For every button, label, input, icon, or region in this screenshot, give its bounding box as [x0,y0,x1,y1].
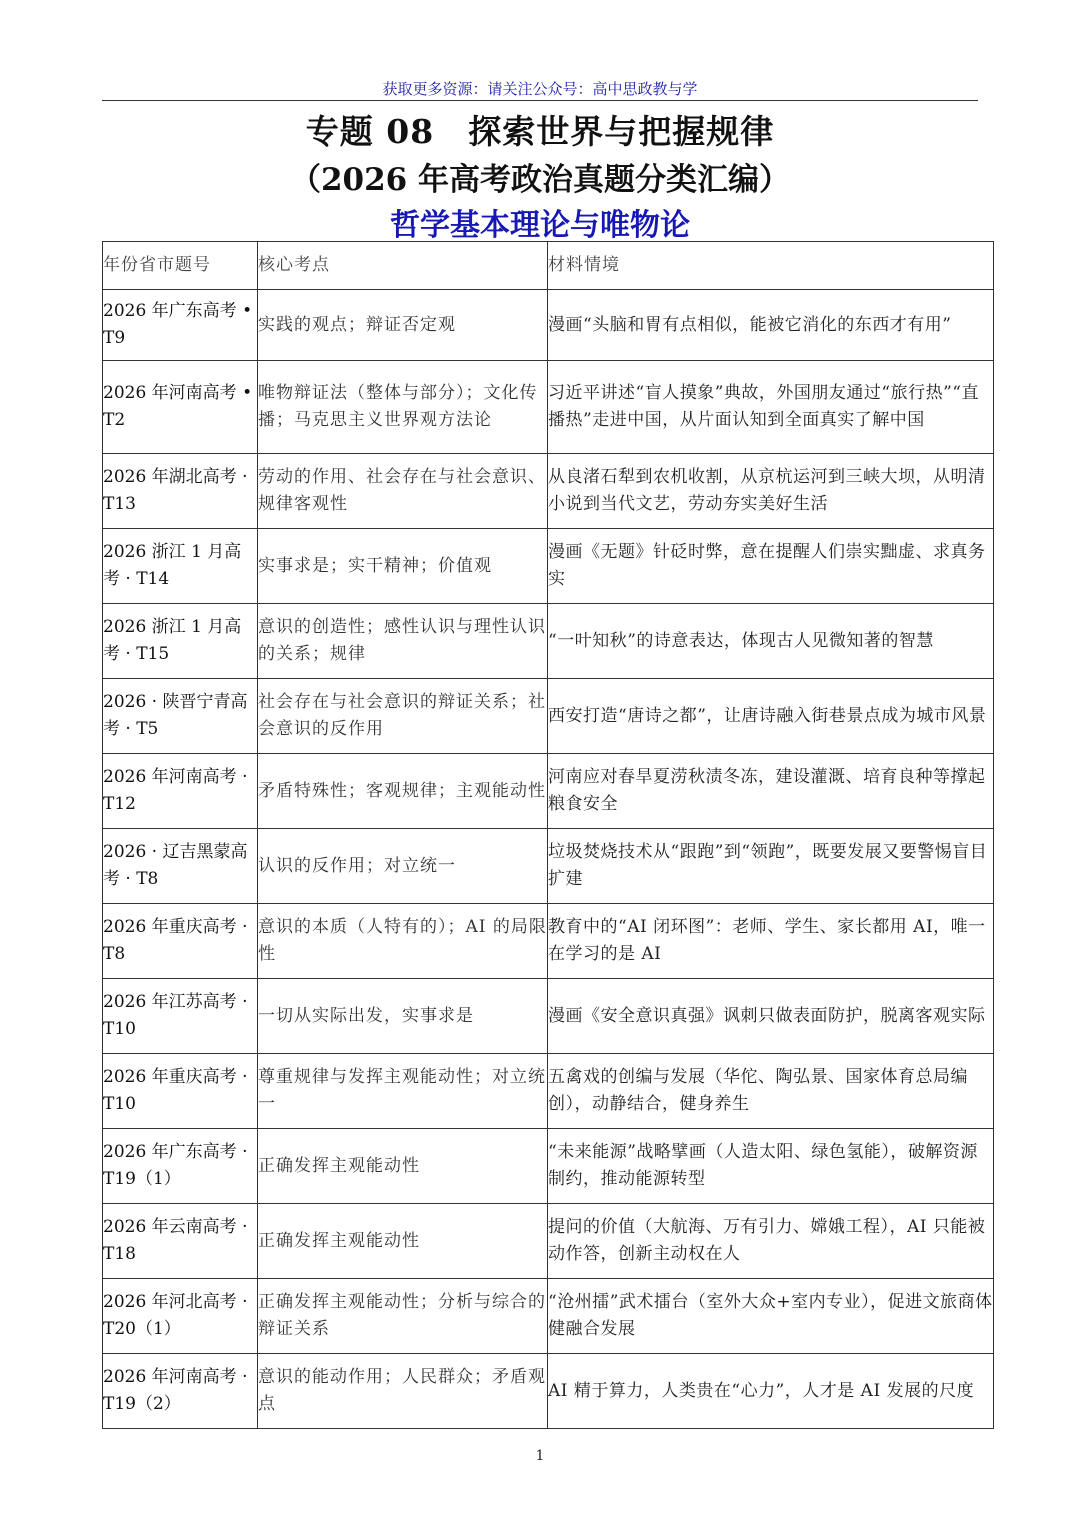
cell-material: 垃圾焚烧技术从“跟跑”到“领跑”，既要发展又要警惕盲目扩建 [548,829,994,904]
cell-core-point: 矛盾特殊性；客观规律；主观能动性 [258,754,548,829]
cell-year: 2026 年湖北高考 · T13 [103,454,258,529]
table-row [103,529,994,604]
table-row [103,754,994,829]
column-header-point: 核心考点 [258,242,548,290]
cell-year: 2026 年河南高考 · T12 [103,754,258,829]
page-title: 专题 08 探索世界与把握规律 [305,112,775,151]
table-row [103,829,994,904]
cell-material: 习近平讲述“盲人摸象”典故，外国朋友通过“旅行热”“直播热”走进中国，从片面认知到全面真实了解中国 [548,361,994,454]
table-header-row [103,242,994,290]
cell-year: 2026 浙江 1 月高考 · T15 [103,604,258,679]
cell-core-point: 社会存在与社会意识的辩证关系；社会意识的反作用 [258,679,548,754]
table-row [103,904,994,979]
cell-core-point: 正确发挥主观能动性 [258,1204,548,1279]
cell-material: 漫画《安全意识真强》讽刺只做表面防护，脱离客观实际 [548,979,994,1054]
cell-core-point: 意识的创造性；感性认识与理性认识的关系；规律 [258,604,548,679]
cell-core-point: 实事求是；实干精神；价值观 [258,529,548,604]
cell-material: 漫画《无题》针砭时弊，意在提醒人们崇实黜虚、求真务实 [548,529,994,604]
column-header-material: 材料情境 [548,242,994,290]
cell-core-point: 正确发挥主观能动性；分析与综合的辩证关系 [258,1279,548,1354]
cell-year: 2026 浙江 1 月高考 · T14 [103,529,258,604]
table-row [103,1354,994,1429]
column-header-year: 年份省市题号 [103,242,258,290]
cell-year: 2026 · 陕晋宁青高考 · T5 [103,679,258,754]
cell-year: 2026 年云南高考 · T18 [103,1204,258,1279]
table-row [103,604,994,679]
cell-material: 教育中的“AI 闭环图”：老师、学生、家长都用 AI，唯一在学习的是 AI [548,904,994,979]
header-resource-note: 获取更多资源：请关注公众号：高中思政教与学 [382,80,698,98]
cell-year: 2026 年河南高考 · T19（2） [103,1354,258,1429]
cell-core-point: 意识的本质（人特有的）；AI 的局限性 [258,904,548,979]
table-row [103,361,994,454]
cell-year: 2026 · 辽吉黑蒙高考 · T8 [103,829,258,904]
table-row [103,1129,994,1204]
cell-material: 漫画“头脑和胃有点相似，能被它消化的东西才有用” [548,290,994,361]
table-row [103,1279,994,1354]
cell-core-point: 唯物辩证法（整体与部分）；文化传播；马克思主义世界观方法论 [258,361,548,454]
cell-core-point: 认识的反作用；对立统一 [258,829,548,904]
cell-year: 2026 年重庆高考 · T10 [103,1054,258,1129]
page-number: 1 [535,1448,545,1464]
cell-material: 五禽戏的创编与发展（华佗、陶弘景、国家体育总局编创），动静结合，健身养生 [548,1054,994,1129]
cell-material: 提问的价值（大航海、万有引力、嫦娥工程），AI 只能被动作答，创新主动权在人 [548,1204,994,1279]
table-row [103,679,994,754]
cell-core-point: 意识的能动作用；人民群众；矛盾观点 [258,1354,548,1429]
cell-core-point: 尊重规律与发挥主观能动性；对立统一 [258,1054,548,1129]
cell-material: “未来能源”战略擘画（人造太阳、绿色氢能），破解资源制约，推动能源转型 [548,1129,994,1204]
header-divider [102,100,978,101]
table-row [103,979,994,1054]
cell-material: “沧州擂”武术擂台（室外大众+室内专业），促进文旅商体健融合发展 [548,1279,994,1354]
cell-material: 从良渚石犁到农机收割，从京杭运河到三峡大坝，从明清小说到当代文艺，劳动夯实美好生活 [548,454,994,529]
table-row [103,290,994,361]
cell-year: 2026 年江苏高考 · T10 [103,979,258,1054]
table-row [103,1054,994,1129]
cell-material: 河南应对春旱夏涝秋渍冬冻，建设灌溉、培育良种等撑起粮食安全 [548,754,994,829]
cell-year: 2026 年河北高考 · T20（1） [103,1279,258,1354]
section-subtitle: 哲学基本理论与唯物论 [390,208,690,243]
cell-year: 2026 年重庆高考 · T8 [103,904,258,979]
cell-core-point: 正确发挥主观能动性 [258,1129,548,1204]
cell-year: 2026 年广东高考 • T9 [103,290,258,361]
page-title-secondary: （2026 年高考政治真题分类汇编） [289,162,791,198]
table-row [103,454,994,529]
cell-material: “一叶知秋”的诗意表达，体现古人见微知著的智慧 [548,604,994,679]
cell-core-point: 实践的观点；辩证否定观 [258,290,548,361]
cell-year: 2026 年河南高考 • T2 [103,361,258,454]
cell-year: 2026 年广东高考 · T19（1） [103,1129,258,1204]
cell-material: AI 精于算力，人类贵在“心力”，人才是 AI 发展的尺度 [548,1354,994,1429]
cell-core-point: 一切从实际出发，实事求是 [258,979,548,1054]
cell-material: 西安打造“唐诗之都”，让唐诗融入街巷景点成为城市风景 [548,679,994,754]
exam-topic-table [102,241,994,1429]
cell-core-point: 劳动的作用、社会存在与社会意识、规律客观性 [258,454,548,529]
table-row [103,1204,994,1279]
